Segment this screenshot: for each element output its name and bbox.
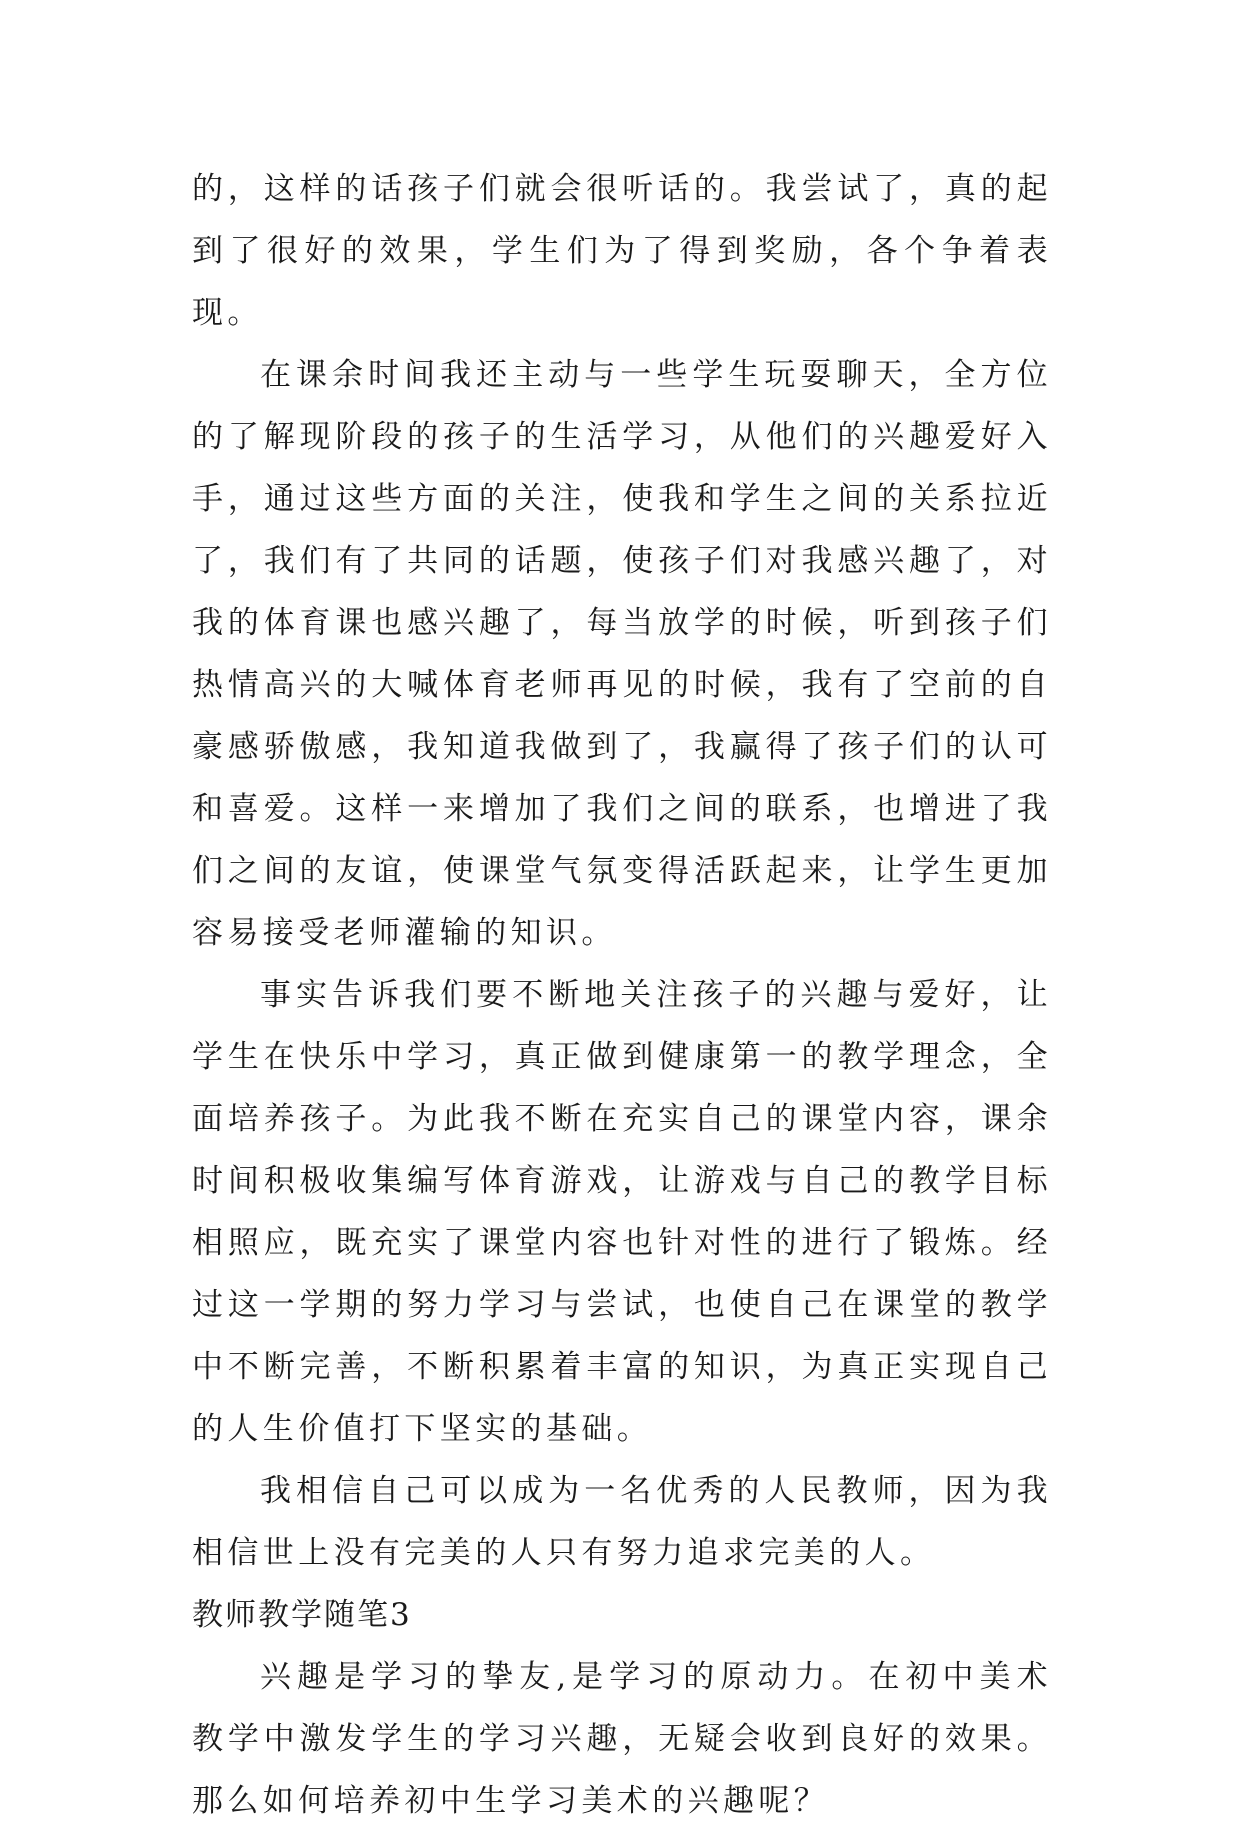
paragraph-student-relationship: 在课余时间我还主动与一些学生玩耍聊天，全方位的了解现阶段的孩子的生活学习，从他们的兴趣爱好入手，通过这些方面的关注，使我和学生之间的关系拉近了，我们有了共同的话题，使孩子们对我感兴趣了，对我的体育课也感兴趣了，每当放学的时候，听到孩子们热情高兴的大喊体育老师再见的时候，我有了空前的自豪感骄傲感，我知道我做到了，我赢得了孩子们的认可和喜爱。这样一来增加了我们之间的联系，也增进了我们之间的友谊，使课堂气氛变得活跃起来，让学生更加容易接受老师灌输的知识。: [192, 357, 1052, 951]
section-heading: 教师教学随笔3: [192, 1597, 412, 1633]
paragraph-continuation: 的，这样的话孩子们就会很听话的。我尝试了，真的起到了很好的效果，学生们为了得到奖励，各个争着表现。: [192, 171, 1052, 331]
document-body: [192, 158, 1052, 1832]
paragraph-art-interest: 兴趣是学习的挚友,是学习的原动力。在初中美术教学中激发学生的学习兴趣，无疑会收到良好的效果。那么如何培养初中生学习美术的兴趣呢？: [192, 1659, 1052, 1819]
paragraph-belief: 我相信自己可以成为一名优秀的人民教师，因为我相信世上没有完美的人只有努力追求完美的人。: [192, 1473, 1052, 1571]
paragraph-teaching-reflection: 事实告诉我们要不断地关注孩子的兴趣与爱好，让学生在快乐中学习，真正做到健康第一的教学理念，全面培养孩子。为此我不断在充实自己的课堂内容，课余时间积极收集编写体育游戏，让游戏与自己的教学目标相照应，既充实了课堂内容也针对性的进行了锻炼。经过这一学期的努力学习与尝试，也使自己在课堂的教学中不断完善，不断积累着丰富的知识，为真正实现自己的人生价值打下坚实的基础。: [192, 977, 1052, 1447]
